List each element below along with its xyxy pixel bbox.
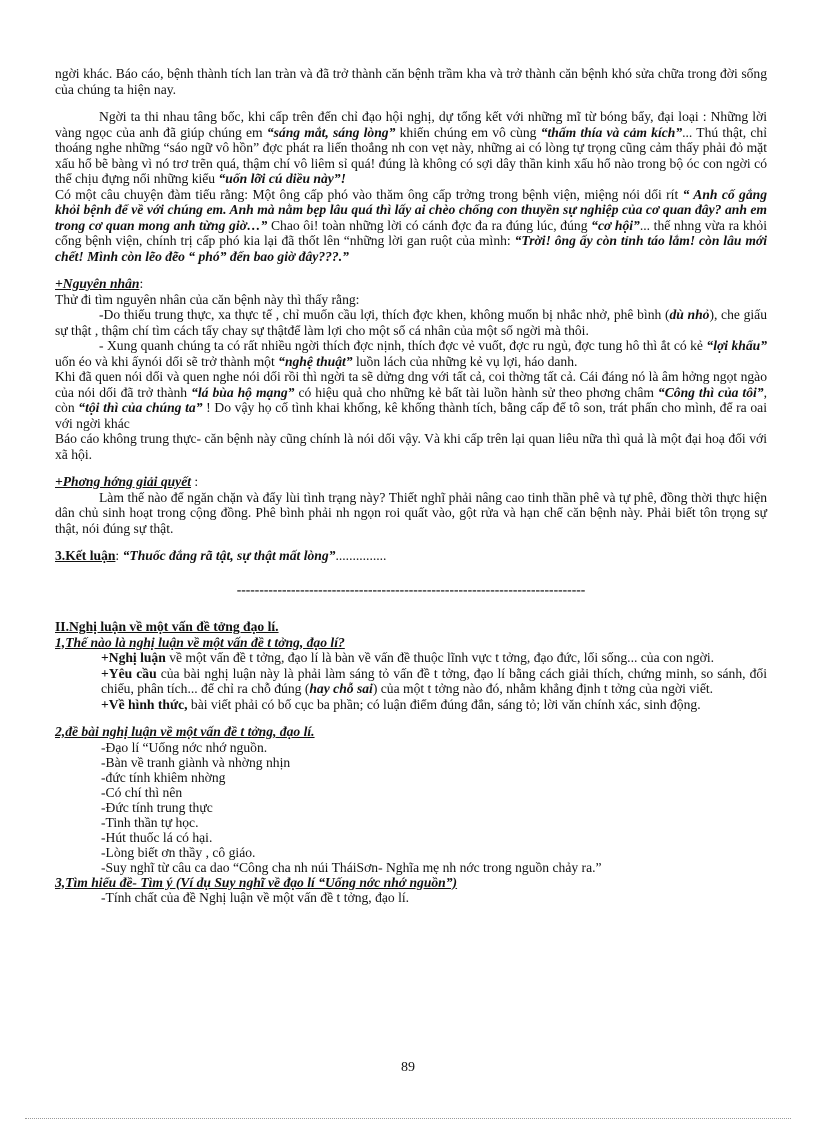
list-item: -đức tính khiêm nhờng <box>101 769 226 785</box>
list-item: -Lòng biết ơn thầy , cô giáo. <box>101 844 256 860</box>
text: , còn <box>55 384 767 415</box>
quote: “ Anh cố gắng khỏi bệnh để về với chúng em. Anh mà nằm bẹp lâu quá thì lấy ai chèo chống con thuyền sự nghiệp của cơ quan đây? anh em trong cơ quan mong anh từng giờ…” <box>55 186 767 233</box>
text: ... Thú thật, chỉ thoáng nghe những “sáo ngữ vô hồn” đợc phát ra liến thoắng nh con vẹt này, những ai có lòng tự trọng cũng cảm thấy phải đỏ mặt xấu hổ bẽ bàng vì nó trơ trẽn quá, thậm chí vô liêm sỉ quá! đúng là không có sợi dây thần kinh xấu hổ nào trong bộ óc con ngời có thể chịu đựng nổi những kiểu <box>55 124 767 186</box>
conclusion-quote: “Thuốc đắng rã tật, sự thật mất lòng” <box>122 548 336 563</box>
text: có hiệu quả cho những kẻ bất tài luồn hành sử theo phơng châm <box>294 384 658 400</box>
text: ! Do vậy họ cố tình khai khống, kê khống thành tích, bằng cấp để tô son, trát phấn cho mình, để ra oai với ngời khác <box>55 400 767 431</box>
heading-text: +Phơng hớng giải quyết <box>55 474 192 489</box>
quote: “thấm thía và cảm kích” <box>540 124 683 140</box>
topic-list <box>55 740 767 875</box>
text: : <box>191 474 199 489</box>
solution-paragraph: Làm thế nào để ngăn chặn và đẩy lùi tình trạng này? Thiết nghĩ phải nâng cao tinh thần phê và tự phê, đồng thời thực hiện dân chủ sinh hoạt trong cộng đồng. Phê bình phải nh ngọn roi quất vào, gột rửa và hạn chế căn bệnh này. Phải biết tôn trọng sự thật, nói đúng sự thật. <box>55 489 767 536</box>
separator-line: ----------------------------------------------------------------------------- <box>236 581 586 597</box>
emphasis: “tội thì của chúng ta” <box>78 400 203 415</box>
emphasis: “nghệ thuật” <box>278 353 353 369</box>
list-item: -Hút thuốc lá có hại. <box>101 829 213 845</box>
list-item: -Tinh thần tự học. <box>101 814 199 830</box>
subheading-3: 3,Tìm hiểu đề- Tìm ý (Ví dụ Suy nghĩ về đạo lí “Uống nớc nhớ nguồn”) <box>55 874 458 890</box>
label: +Về hình thức, <box>101 696 188 712</box>
text: luồn lách của những kẻ vụ lợi, háo danh. <box>352 353 578 369</box>
quote: “sáng mắt, sáng lòng” <box>266 124 396 140</box>
text: ) của một t tởng nào đó, nhằm khẳng định t tởng của ngời viết. <box>372 681 714 696</box>
emphasis: “lá bùa hộ mạng” <box>191 384 295 400</box>
cause-heading <box>55 276 767 292</box>
cause-intro: Thử đi tìm nguyên nhân của căn bệnh này thì thấy rằng: <box>55 291 360 307</box>
form <box>55 697 767 713</box>
text: về một vấn đề t tởng, đạo lí là bàn về vấn đề thuộc lĩnh vực t tởng, đạo đức, lối sống... của con ngời. <box>165 650 715 665</box>
text: ), che giấu sự thật , thậm chí tìm cách tẩy chay sự thậtđể làm lợi cho một số cá nhân của một số ngời mà thôi. <box>55 307 767 338</box>
subheading-2: 2,đề bài nghị luận về một vấn đề t tởng, đạo lí. <box>55 724 315 739</box>
text: ............... <box>335 548 387 563</box>
cause-bullet-1 <box>55 307 767 338</box>
quote: “uốn lỡi cú diều này”! <box>218 171 346 186</box>
requirement <box>55 666 767 697</box>
page-number: 89 <box>401 1060 415 1075</box>
text: Chao ôi! toàn những lời có cánh đợc đa ra đúng lúc, đúng <box>267 217 592 233</box>
conclusion-line <box>55 548 767 564</box>
definition <box>55 650 767 666</box>
label: +Yêu cầu <box>101 665 157 681</box>
text: Ngời ta thi nhau tâng bốc, khi cấp trên đến chỉ đạo hội nghị, dự tổng kết với những mĩ từ bóng bẩy, đại loại : Những lời vàng ngọc của anh đã giúp chúng em <box>55 109 767 140</box>
emphasis: dù nhỏ <box>669 307 710 322</box>
subheading-1: 1,Thế nào là nghị luận về một vấn đề t tởng, đạo lí? <box>55 634 345 650</box>
cause-bullet-2 <box>55 338 767 369</box>
emphasis: “Công thì của tôi” <box>657 384 764 400</box>
text: khiến chúng em vô cùng <box>395 124 541 140</box>
list-item: -Có chí thì nên <box>101 784 183 800</box>
list-item: -Tính chất của đề Nghị luận về một vấn đề t tởng, đạo lí. <box>101 890 410 905</box>
text: : <box>139 276 144 291</box>
emphasis: “lợi khẩu” <box>706 338 768 353</box>
paragraph-reporting: ngời khác. Báo cáo, bệnh thành tích lan tràn và đã trở thành căn bệnh trầm kha và trở thành căn bệnh khó sửa chữa trong đời sống của chúng ta hiện nay. <box>55 66 767 97</box>
list-item: -Bàn về tranh giành và nhờng nhịn <box>101 754 291 770</box>
paragraph-flattery <box>55 109 767 187</box>
list-item: -Suy nghĩ từ câu ca dao “Công cha nh núi TháiSơn- Nghĩa mẹ nh nớc trong nguồn chảy ra.” <box>101 859 602 875</box>
list-item: -Đức tính trung thực <box>101 799 213 815</box>
paragraph-anecdote <box>55 187 767 265</box>
text: của bài nghị luận này là phải làm sáng tỏ vấn đề t tởng, đạo lí bằng cách giải thích, chứng minh, so sánh, đối chiếu, phân tích... để chỉ ra chỗ đúng ( <box>101 665 767 696</box>
quote: “cơ hội” <box>591 217 640 233</box>
quote: “Trời! ông ấy còn tỉnh táo lắm! còn lâu mới chết! Mình còn lẽo đẽo “ phó” đến bao giờ đây???.” <box>55 233 767 264</box>
page-bottom-border <box>25 1118 791 1119</box>
text: -Do thiếu trung thực, xa thực tế , chỉ muốn cầu lợi, thích đợc khen, không muốn bị nhắc nhở, phê bình ( <box>99 307 670 322</box>
heading-text: +Nguyên nhân <box>55 276 140 291</box>
cause-paragraph-3 <box>55 369 767 431</box>
conclusion-label: 3.Kết luận <box>55 548 116 563</box>
list-item: -Đạo lí “Uống nớc nhớ nguồn. <box>101 739 268 755</box>
text: : <box>115 548 123 563</box>
text: Có một câu chuyện đàm tiếu rằng: Một ông cấp phó vào thăm ông cấp trởng trong bệnh viện, miệng nói dối rít <box>55 186 683 202</box>
text: bài viết phải có bố cục ba phần; có luận điểm đúng đắn, sáng tỏ; lời văn chính xác, sinh động. <box>187 696 701 712</box>
label: +Nghị luận <box>101 650 166 665</box>
solution-heading <box>55 474 767 490</box>
text: - Xung quanh chúng ta có rất nhiều ngời thích đợc nịnh, thích đợc vẻ vuốt, đợc ru ngủ, đợc tung hô thì ắt có kẻ <box>99 338 707 353</box>
section-heading: II.Nghị luận về một vấn đề tởng đạo lí. <box>55 619 279 634</box>
text: Khi đã quen nói dối và quen nghe nói dối rồi thì ngời ta sẽ dửng dng với tất cả, coi thờng tất cả. Cái đáng nó là âm hởng ngọt ngào của nói dối đã trở thành <box>55 369 767 400</box>
emphasis: hay chỗ sai <box>309 681 373 696</box>
text: ... thế nhng vừa ra khỏi cổng bệnh viện, chính trị cấp phó kia lại đã thốt lên “những lời gan ruột của mình: <box>55 217 767 248</box>
document-page <box>55 66 767 906</box>
text: uốn éo và khi ấynói dối sẽ trở thành một <box>55 353 279 369</box>
cause-paragraph-4: Báo cáo không trung thực- căn bệnh này cũng chính là nói dối vậy. Và khi cấp trên lại quan liêu nữa thì quả là một đại hoạ đối với xã hội. <box>55 431 767 462</box>
